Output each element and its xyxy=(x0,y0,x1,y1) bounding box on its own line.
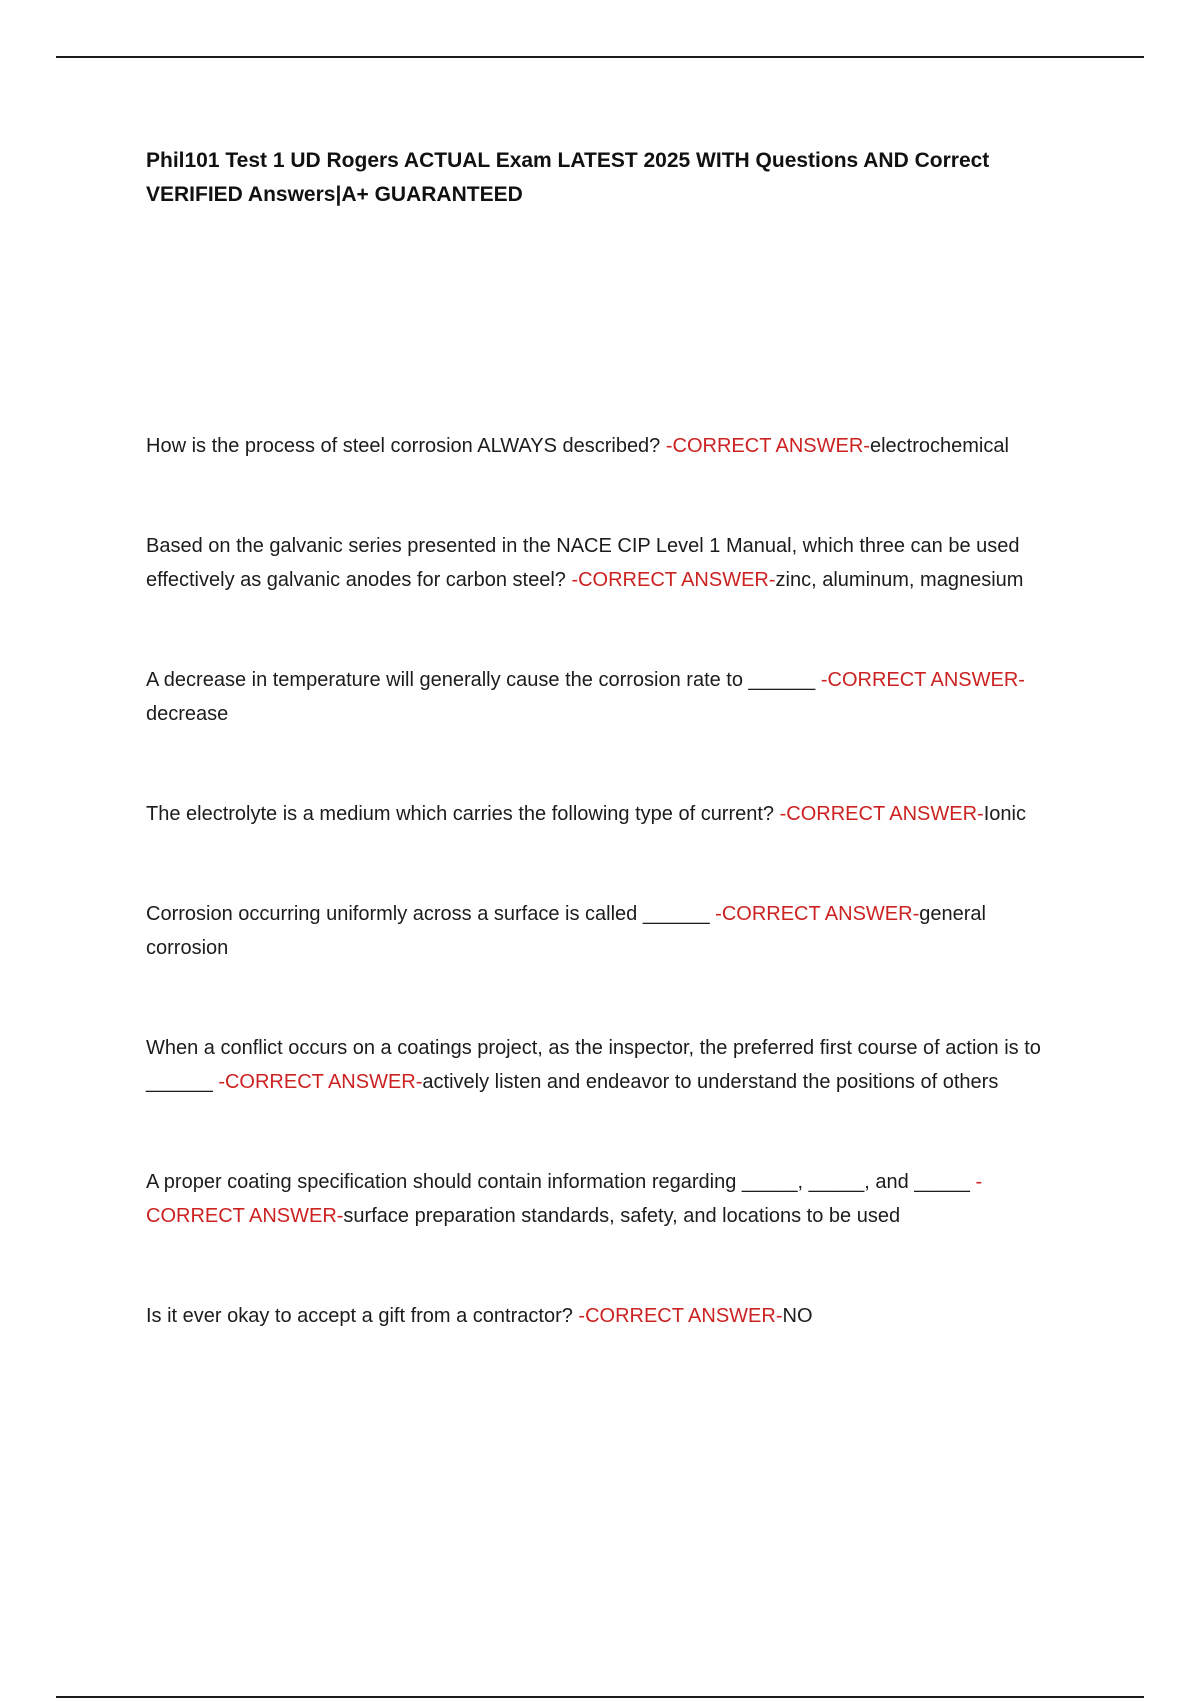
answer-text: surface preparation standards, safety, and locations to be used xyxy=(343,1205,901,1227)
answer-text: electrochemical xyxy=(869,435,1009,457)
question-text: Based on the galvanic series presented in the NACE CIP Level 1 Manual, which three can be used effectively as galvanic anodes for carbon steel? xyxy=(146,535,1020,591)
question-text: A proper coating specification should contain information regarding _____, _____, and _____ xyxy=(146,1171,970,1193)
qa-item xyxy=(146,797,1066,831)
correct-answer-marker: -CORRECT ANSWER- xyxy=(665,435,870,457)
correct-answer-marker: -CORRECT ANSWER- xyxy=(146,1171,983,1227)
qa-item xyxy=(146,1031,1066,1099)
answer-text: zinc, aluminum, magnesium xyxy=(775,569,1024,591)
question-text: Corrosion occurring uniformly across a surface is called ______ xyxy=(146,903,710,925)
correct-answer-marker: -CORRECT ANSWER- xyxy=(578,1305,783,1327)
question-text: When a conflict occurs on a coatings project, as the inspector, the preferred first course of action is to ______ xyxy=(146,1037,1041,1093)
correct-answer-marker: -CORRECT ANSWER- xyxy=(571,569,776,591)
qa-item xyxy=(146,663,1066,731)
correct-answer-marker: -CORRECT ANSWER- xyxy=(218,1071,423,1093)
bottom-divider xyxy=(56,1696,1144,1698)
document-title: Phil101 Test 1 UD Rogers ACTUAL Exam LATEST 2025 WITH Questions AND Correct VERIFIED Answers|A+ GUARANTEED xyxy=(146,149,990,206)
question-text: Is it ever okay to accept a gift from a contractor? xyxy=(146,1305,573,1327)
answer-text: decrease xyxy=(146,703,229,725)
answer-text: general corrosion xyxy=(146,903,986,959)
question-text: The electrolyte is a medium which carries the following type of current? xyxy=(146,803,775,825)
qa-item xyxy=(146,1299,1066,1333)
question-text: A decrease in temperature will generally cause the corrosion rate to ______ xyxy=(146,669,816,691)
answer-text: NO xyxy=(782,1305,813,1327)
qa-item xyxy=(146,897,1066,965)
answer-text: actively listen and endeavor to understand the positions of others xyxy=(422,1071,999,1093)
correct-answer-marker: -CORRECT ANSWER- xyxy=(820,669,1025,691)
qa-item xyxy=(146,1165,1066,1233)
qa-item xyxy=(146,429,1066,463)
qa-list xyxy=(146,429,1066,1333)
question-text: How is the process of steel corrosion ALWAYS described? xyxy=(146,435,661,457)
answer-text: Ionic xyxy=(983,803,1026,825)
qa-item xyxy=(146,529,1066,597)
correct-answer-marker: -CORRECT ANSWER- xyxy=(715,903,920,925)
correct-answer-marker: -CORRECT ANSWER- xyxy=(779,803,984,825)
top-divider xyxy=(56,56,1144,58)
